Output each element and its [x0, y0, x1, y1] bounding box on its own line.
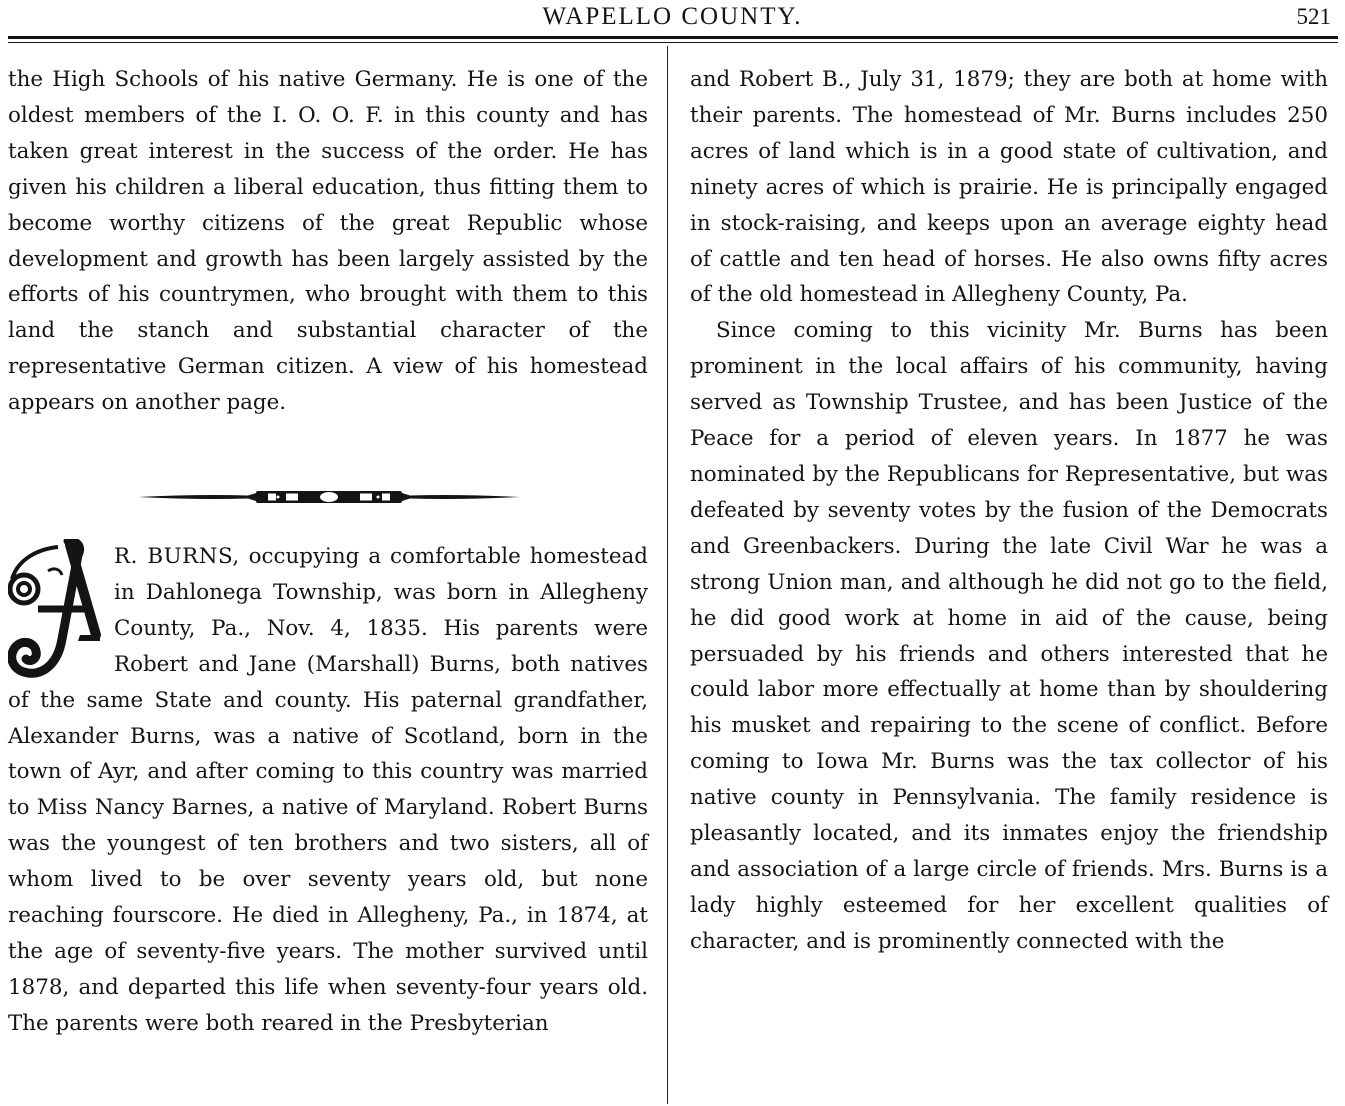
left-top-paragraph: the High Schools of his native Germany. He is one of the oldest members of the I. O. O. F. in this county and has taken great interest in the success of the order. He has given his children a liberal education, thus fitting them to become worthy citizens of the great Republic whose development and growth has been largely assisted by the efforts of his countrymen, who brought with them to this land the stanch and substantial character of the representative German citizen. A view of his homestead appears on another page. [8, 67, 648, 416]
biography-section [8, 539, 648, 1042]
header-rule-thick [8, 36, 1338, 39]
decorative-rule-ornament-icon [138, 483, 520, 511]
biography-lead-in: R. BURNS, [114, 544, 240, 569]
right-paragraph-2: Since coming to this vicinity Mr. Burns has been prominent in the local affairs of his community, having served as Township Trustee, and has been Justice of the Peace for a period of eleven years. In 1877 he was nominated by the Republicans for Representative, but was defeated by seventy votes by the fusion of the Democrats and Greenbackers. During the late Civil War he was a strong Union man, and although he did not go to the field, he did good work at home in aid of the cause, being persuaded by his friends and others interested that he could labor more effectually at home than by shouldering his musket and repairing to the scene of conflict. Before coming to Iowa Mr. Burns was the tax collector of his native county in Pennsylvania. The family residence is pleasantly located, and its inmates enjoy the friendship and association of a large circle of friends. Mrs. Burns is a lady highly esteemed for her excellent qualities of character, and is prominently connected with the [690, 318, 1328, 954]
page-number: 521 [1296, 4, 1331, 29]
header-rule-thin [8, 42, 1338, 43]
drop-cap-letter [12, 543, 104, 667]
biography-paragraph [8, 539, 648, 1042]
column-divider [667, 46, 668, 1104]
running-head: WAPELLO COUNTY. [542, 3, 803, 30]
ornamental-initial-a-icon [8, 539, 104, 679]
left-column [8, 62, 648, 421]
right-paragraph-1: and Robert B., July 31, 1879; they are both at home with their parents. The homestead of Mr. Burns includes 250 acres of land which is in a good state of cultivation, and ninety acres of which is prairie. He is principally engaged in stock-raising, and keeps upon an average eighty head of cattle and ten head of horses. He also owns fifty acres of the old homestead in Allegheny County, Pa. [690, 67, 1328, 308]
biography-text: occupying a comfortable homestead in Dahlonega Township, was born in Allegheny County, Pa., Nov. 4, 1835. His parents were Robert and Jane (Marshall) Burns, both natives of the same State and county. His paternal grandfather, Alexander Burns, was a native of Scotland, born in the town of Ayr, and after coming to this country was married to Miss Nancy Barnes, a native of Maryland. Robert Burns was the youngest of ten brothers and two sisters, all of whom lived to be over seventy years old, but none reaching fourscore. He died in Allegheny, Pa., in 1874, at the age of seventy-five years. The mother survived until 1878, and departed this life when seventy-four years old. The parents were both reared in the Presbyterian [8, 544, 649, 1036]
right-column [690, 62, 1328, 960]
page-header [0, 0, 1345, 36]
